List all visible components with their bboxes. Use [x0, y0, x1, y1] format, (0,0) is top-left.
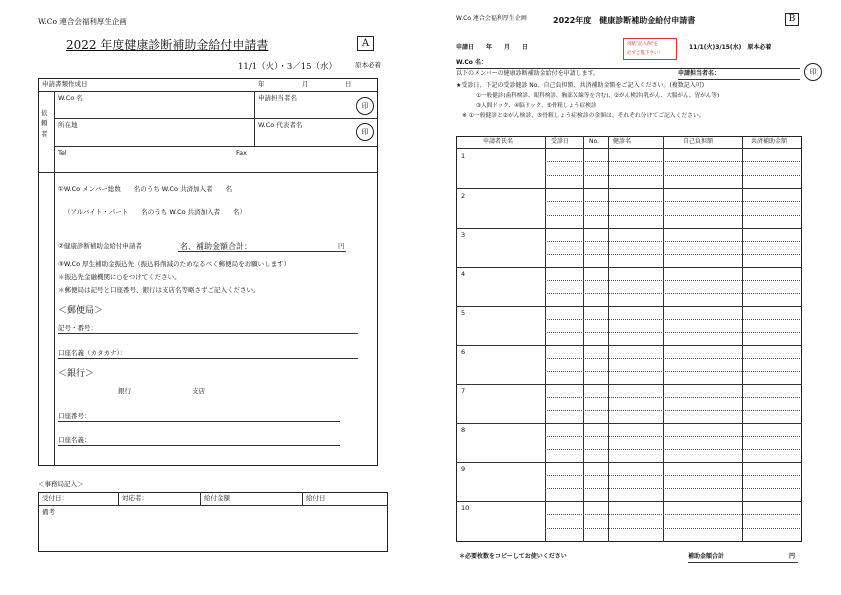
a-postal: ＜郵便局＞: [58, 306, 104, 316]
a-bank: ＜銀行＞: [58, 369, 95, 379]
a-parttime: （アルバイト・パート 名のうち W.Co 共済加入者 名）: [64, 208, 247, 216]
b-row-num: 9: [461, 465, 466, 473]
a-year: 年: [258, 80, 265, 88]
a-yen: 円: [338, 242, 345, 250]
b-row-num: 2: [461, 192, 466, 200]
b-yen: 円: [789, 553, 796, 560]
b-col-name: 申請者氏名: [483, 138, 514, 145]
b-col-no: No.: [589, 138, 599, 145]
a-address: 所在地: [58, 121, 78, 129]
b-red-note-1: 別紙"記入例"を: [627, 42, 659, 47]
a-holder: 口座名義：: [58, 436, 91, 444]
b-row-num: 10: [461, 504, 470, 512]
b-inst-4: ※ ①一般健診と②がん検診、⑤骨粗しょう症検診の金額は、それぞれ分けてご記入ください。: [462, 113, 705, 119]
a-remarks: 備考: [42, 508, 55, 516]
b-row-num: 6: [461, 348, 466, 356]
b-person: 申請担当者名：: [678, 70, 721, 77]
a-side-label: 依頼者: [41, 109, 48, 138]
a-office-header: ＜事務局記入＞: [38, 480, 84, 488]
a-paid-date: 給付日: [306, 494, 326, 502]
b-badge: B: [785, 13, 799, 26]
b-row-num: 4: [461, 270, 466, 278]
b-row-num: 8: [461, 426, 466, 434]
b-footer-note: ＊必要枚数をコピーしてお使いください: [459, 553, 567, 560]
a-members: ①W.Co メンバー総数 名のうち W.Co 共済加入者 名: [58, 185, 233, 193]
a-form-box: [38, 78, 378, 466]
a-note1: ＊振込先金融機関に○をつけてください。: [58, 273, 181, 281]
a-tel: Tel: [58, 149, 67, 157]
a-holder-kana: 口座名義（カタカナ）：: [58, 349, 127, 357]
b-seal: 印: [804, 63, 822, 81]
a-rep-name: W.Co 代表者名: [258, 121, 303, 129]
b-total-label: 補助金額合計: [688, 553, 725, 560]
a-account-no: 口座番号：: [58, 412, 91, 420]
a-month: 月: [302, 80, 309, 88]
b-table: [456, 136, 802, 542]
b-row-num: 3: [461, 231, 466, 239]
b-red-note-2: 必ずご覧下さい！: [627, 51, 663, 56]
b-inst-3: ③人間ドック、④脳ドック、⑤骨粗しょう症検診: [476, 103, 597, 109]
a-received: 受付日：: [42, 494, 68, 502]
b-col-exam: 健診名: [613, 138, 632, 145]
a-person-in-charge: 申請担当者名: [258, 94, 297, 102]
a-fax: Fax: [236, 149, 247, 157]
a-seal-2: 印: [356, 123, 374, 141]
b-org: W.Co 連合会福利厚生企画: [456, 15, 527, 22]
b-row-num: 1: [461, 152, 466, 160]
b-row-num: 5: [461, 309, 466, 317]
a-symbol-no: 記号・番号：: [58, 324, 97, 332]
a-seal-1: 印: [356, 97, 374, 115]
b-col-self: 自己負担額: [683, 138, 714, 145]
b-title: 2022年度 健康診断補助金給付申請書: [553, 16, 696, 25]
a-period: 11/1（火）・3／15（水）: [238, 62, 338, 72]
a-applicants: ②健康診断補助金給付申請者: [58, 242, 142, 250]
a-handler: 対応者：: [122, 494, 148, 502]
a-branch-word: 支店: [192, 387, 205, 395]
a-transfer: ③W.Co 厚生補助金振込先（振込料削減のためなるべく郵便局をお願いします）: [58, 260, 291, 268]
b-date-label: 申請日 年 月 日: [456, 44, 529, 51]
a-org: W.Co 連合会福利厚生企画: [38, 17, 127, 26]
b-inst-1: ★受診日、下記の受診健診 No、自己負担額、共済補助金額をご記入ください。(複数記入可): [456, 82, 705, 89]
a-day: 日: [345, 80, 352, 88]
b-inst-2: ①一般健診(歯科検診、眼科検診、胸部Ｘ線等を含む)、②がん検診(乳がん、大腸がん、胃がん等): [476, 93, 720, 99]
a-note2: ＊郵便局は記号と口座番号、銀行は支店名等略さずご記入ください。: [58, 286, 260, 294]
b-col-date: 受診日: [551, 138, 570, 145]
b-wco-name: W.Co 名：: [456, 59, 488, 66]
b-col-aid: 共済補助金額: [751, 138, 788, 145]
a-period-note: 原本必着: [355, 61, 381, 69]
a-title: 2022 年度健康診断補助金給付申請書: [66, 38, 269, 52]
a-bank-word: 銀行: [118, 387, 131, 395]
a-applicants-unit: 名、補助金額合計：: [180, 242, 252, 251]
b-deadline: 11/1(火)3/15(水) 原本必着: [689, 44, 772, 51]
b-row-num: 7: [461, 387, 466, 395]
a-badge: A: [357, 36, 374, 51]
a-amount: 給付金額: [204, 494, 230, 502]
a-wco-name: W.Co 名: [58, 94, 83, 102]
b-intro: 以下のメンバーの健康診断補助金給付を申請します。: [456, 70, 600, 77]
a-created-label: 申請書類作成日: [42, 80, 88, 88]
